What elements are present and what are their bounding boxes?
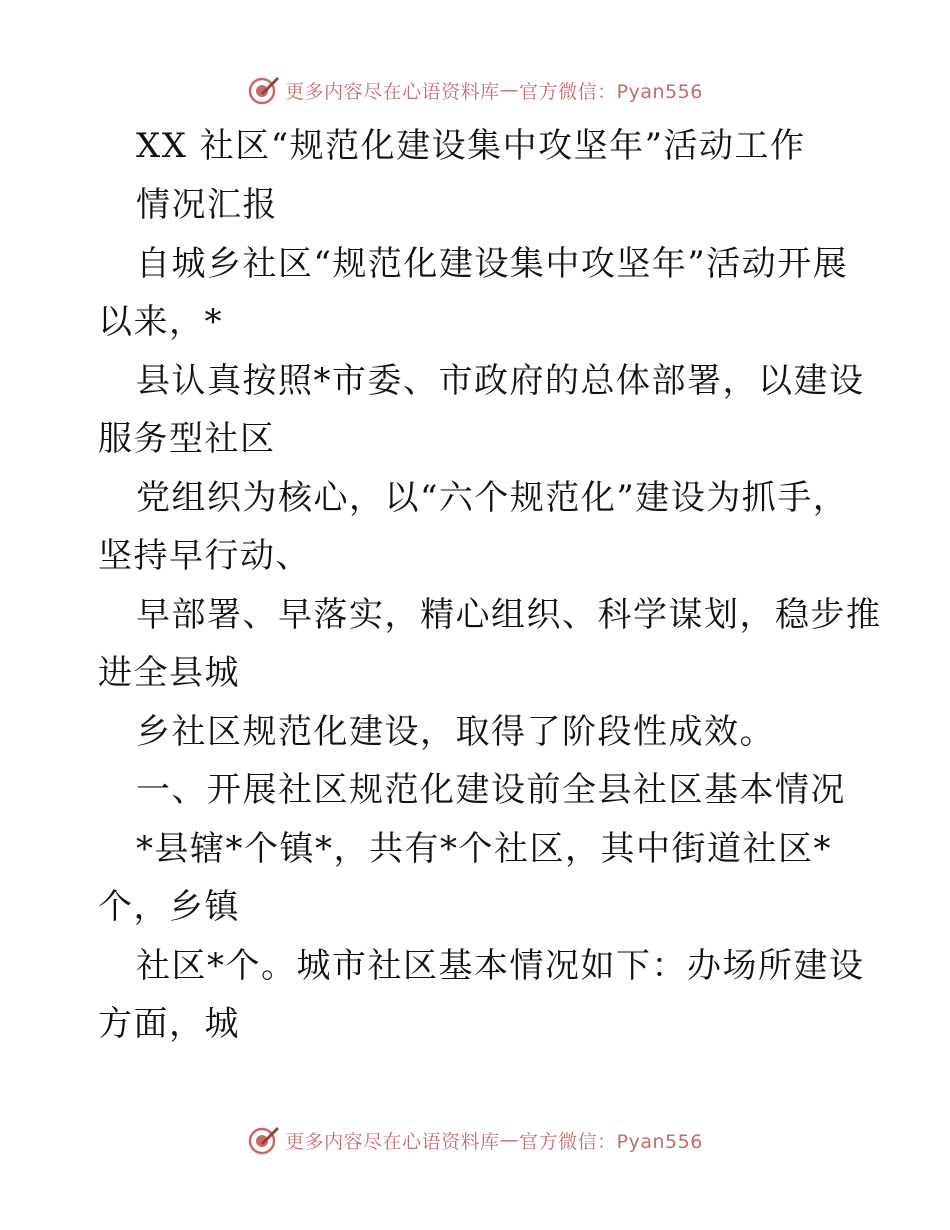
paragraph-line: 进全县城 [98, 653, 240, 693]
paragraph-line: 坚持早行动、 [98, 536, 311, 576]
paragraph-line: 方面，城 [98, 1004, 240, 1044]
document-title-line-2: 情况汇报 [136, 185, 278, 225]
watermark-contact-text: 官方微信：Pyan556 [519, 1130, 703, 1153]
watermark-contact-text: 官方微信：Pyan556 [519, 80, 703, 103]
watermark-separator: — [499, 1129, 520, 1151]
quill-seal-icon [247, 73, 281, 107]
footer-watermark [0, 1120, 950, 1160]
watermark-separator: — [499, 79, 520, 101]
paragraph-line: 县认真按照*市委、市政府的总体部署，以建设 [136, 361, 865, 401]
header-watermark [0, 70, 950, 110]
paragraph-line: 个，乡镇 [98, 887, 240, 927]
quill-seal-icon [247, 1123, 281, 1157]
paragraph-line: 党组织为核心，以“六个规范化”建设为抓手， [136, 478, 849, 518]
watermark-main-text: 更多内容尽在心语资料库 [285, 80, 500, 103]
paragraph-line: *县辖*个镇*，共有*个社区，其中街道社区* [136, 829, 832, 869]
paragraph-line: 服务型社区 [98, 419, 276, 459]
paragraph-line: 乡社区规范化建设，取得了阶段性成效。 [136, 712, 775, 752]
paragraph-line: 早部署、早落实，精心组织、科学谋划，稳步推 [136, 595, 882, 635]
document-title-line-1: XX 社区“规范化建设集中攻坚年”活动工作 [136, 126, 806, 166]
section-heading: 一、开展社区规范化建设前全县社区基本情况 [136, 770, 846, 810]
paragraph-line: 以来，* [98, 302, 223, 342]
watermark-main-text: 更多内容尽在心语资料库 [285, 1130, 500, 1153]
paragraph-line: 自城乡社区“规范化建设集中攻坚年”活动开展 [136, 244, 849, 284]
paragraph-line: 社区*个。城市社区基本情况如下：办场所建设 [136, 946, 865, 986]
